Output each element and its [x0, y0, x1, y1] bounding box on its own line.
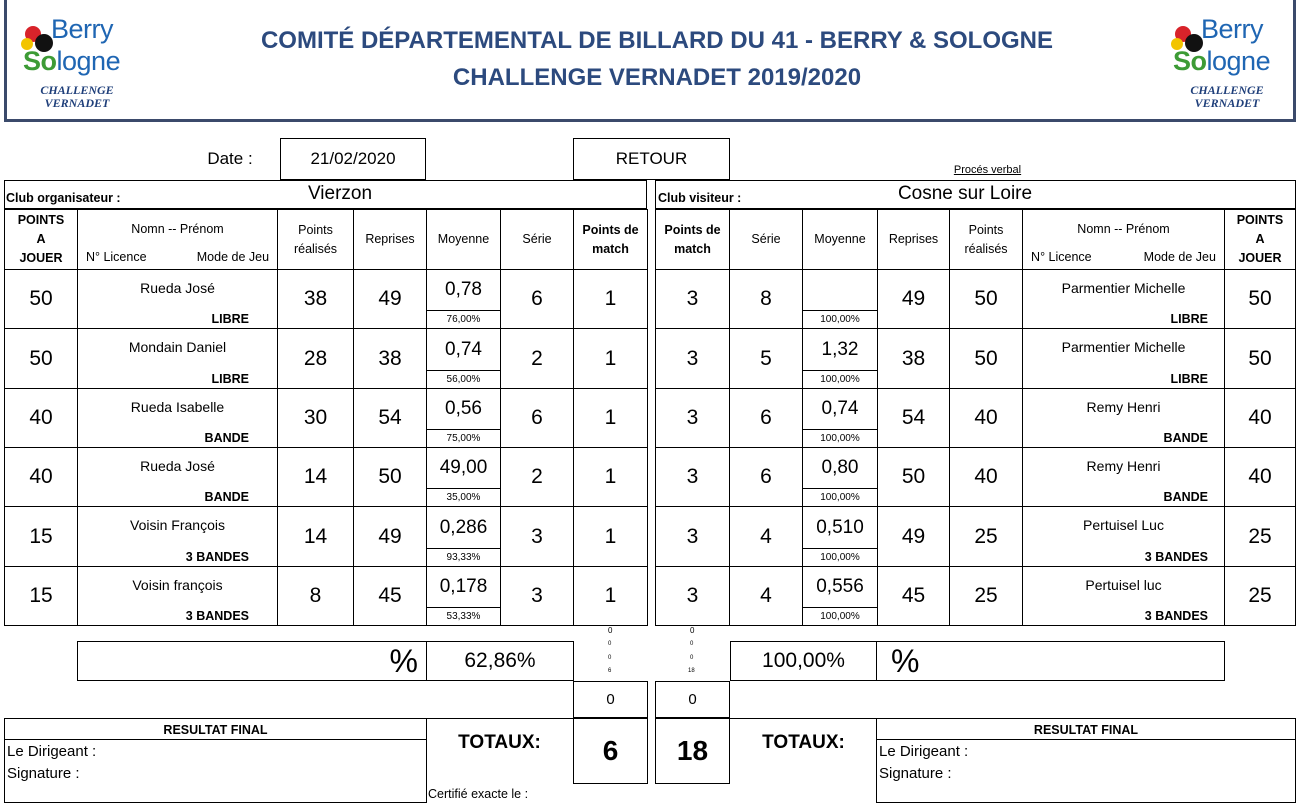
header-licence-mode-row	[1031, 248, 1216, 267]
home-paj-cell: 40	[4, 388, 78, 448]
away-moyenne-value: 0,80	[803, 448, 877, 489]
home-pts-cell: 14	[277, 506, 354, 567]
document-subtitle: CHALLENGE VERNADET 2019/2020	[452, 64, 862, 91]
header-realises-text: réalisés	[293, 241, 338, 256]
home-rep-cell: 38	[353, 328, 427, 389]
away-moyenne-value: 1,32	[803, 329, 877, 371]
home-pts-cell: 14	[277, 447, 354, 507]
berry-sologne-logo-left	[17, 6, 137, 116]
logo-sologne-text: Sologne	[1173, 46, 1271, 76]
header-nom-prenom: Nomn -- Prénom	[1077, 222, 1170, 236]
header-jouer-text: JOUER	[19, 251, 63, 265]
away-serie-cell: 8	[729, 269, 803, 329]
away-percent-total: 100,00%	[730, 641, 877, 681]
home-percent-value: 35,00%	[446, 491, 481, 503]
away-col-header-pm	[655, 209, 730, 270]
home-moyenne-cell	[426, 506, 501, 567]
home-percent-symbol: %	[77, 641, 427, 681]
away-totaux-label: TOTAUX:	[730, 718, 877, 766]
away-rep-cell: 49	[877, 506, 950, 567]
away-zero-cell: 0	[655, 681, 730, 718]
away-player-cell	[1022, 388, 1225, 448]
away-player-name: Parmentier Michelle	[1061, 339, 1186, 355]
header-jouer-text: JOUER	[1238, 251, 1282, 265]
home-percent-value: 76,00%	[446, 313, 481, 325]
berry-sologne-logo-right	[1167, 6, 1287, 116]
home-moyenne-value: 0,286	[427, 507, 500, 549]
home-paj-cell: 15	[4, 506, 78, 567]
home-paj-cell: 40	[4, 447, 78, 507]
home-moyenne-value: 0,178	[427, 567, 500, 608]
away-paj-cell: 25	[1224, 566, 1296, 626]
home-pts-cell: 38	[277, 269, 354, 329]
home-player-name: Mondain Daniel	[128, 339, 227, 355]
header-mode: Mode de Jeu	[1143, 250, 1216, 264]
away-percent-value: 100,00%	[820, 313, 860, 325]
away-game-mode: BANDE	[1163, 431, 1208, 445]
away-total-value: 18	[655, 718, 730, 784]
away-player-cell	[1022, 566, 1225, 626]
away-rep-cell: 38	[877, 328, 950, 389]
home-small-values	[574, 624, 648, 680]
home-rep-cell: 54	[353, 388, 427, 448]
away-moyenne-cell	[802, 447, 878, 507]
home-moyenne-cell	[426, 388, 501, 448]
away-player-cell	[1022, 328, 1225, 389]
home-game-mode: BANDE	[204, 490, 249, 504]
logo-berry-text: Berry	[51, 14, 114, 44]
away-moyenne-cell	[802, 388, 878, 448]
home-percent-value: 56,00%	[446, 373, 481, 385]
home-rep-cell: 50	[353, 447, 427, 507]
away-percent-symbol: %	[876, 641, 1225, 681]
home-player-cell	[77, 447, 278, 507]
header-nom-prenom: Nomn -- Prénom	[131, 222, 224, 236]
away-moyenne-value	[803, 270, 877, 311]
away-game-mode: 3 BANDES	[1144, 550, 1208, 564]
away-moyenne-value: 0,556	[803, 567, 877, 608]
away-pts-cell: 25	[949, 566, 1023, 626]
home-paj-cell: 15	[4, 566, 78, 626]
away-serie-cell: 6	[729, 388, 803, 448]
date-label: Date :	[207, 149, 253, 168]
home-player-name: Voisin françois	[132, 577, 223, 593]
header-licence-mode-row	[86, 248, 269, 267]
home-serie-cell: 6	[500, 269, 574, 329]
away-player-cell	[1022, 269, 1225, 329]
header-points-text: Points	[968, 222, 1004, 237]
home-small-value: 6	[608, 668, 612, 674]
away-resultat-final-label: RESULTAT FINAL	[876, 720, 1296, 740]
home-rep-cell: 49	[353, 269, 427, 329]
home-zero-cell: 0	[573, 681, 648, 718]
home-pm-cell: 1	[573, 566, 648, 626]
home-game-mode: LIBRE	[211, 312, 249, 326]
away-game-mode: BANDE	[1163, 490, 1208, 504]
away-paj-cell: 50	[1224, 269, 1296, 329]
date-field[interactable]: 21/02/2020	[280, 138, 426, 180]
club-organisateur-value: Vierzon	[307, 183, 373, 204]
home-moyenne-cell	[426, 328, 501, 389]
away-moyenne-cell	[802, 269, 878, 329]
away-moyenne-value: 0,510	[803, 507, 877, 549]
home-paj-cell: 50	[4, 269, 78, 329]
home-small-value: 0	[608, 641, 612, 647]
home-moyenne-cell	[426, 566, 501, 626]
header-match-text: match	[592, 241, 629, 256]
away-signature-label: Signature :	[879, 764, 952, 782]
home-serie-cell: 2	[500, 447, 574, 507]
away-serie-cell: 6	[729, 447, 803, 507]
home-small-value: 0	[608, 626, 613, 635]
away-paj-cell: 50	[1224, 328, 1296, 389]
away-pts-cell: 40	[949, 447, 1023, 507]
away-col-header-pts	[949, 209, 1023, 270]
home-percent-value: 53,33%	[446, 610, 481, 622]
away-dirigeant-label: Le Dirigeant :	[879, 742, 969, 760]
away-serie-cell: 4	[729, 566, 803, 626]
home-player-cell	[77, 566, 278, 626]
away-percent-value: 100,00%	[820, 373, 860, 385]
home-signature-label: Signature :	[7, 764, 80, 782]
away-player-cell	[1022, 506, 1225, 567]
club-visiteur-label: Club visiteur :	[658, 191, 742, 205]
away-moyenne-cell	[802, 506, 878, 567]
club-organisateur-label: Club organisateur :	[6, 191, 121, 205]
header-moyenne-text: Moyenne	[437, 232, 490, 246]
away-player-name: Pertuisel luc	[1085, 577, 1162, 593]
header-reprises-text: Reprises	[888, 232, 939, 246]
home-moyenne-value: 49,00	[427, 448, 500, 489]
away-player-name: Pertuisel Luc	[1083, 517, 1164, 533]
home-game-mode: LIBRE	[211, 372, 249, 386]
certifie-label: Certifié exacte le :	[428, 787, 529, 801]
away-paj-cell: 40	[1224, 388, 1296, 448]
away-rep-cell: 45	[877, 566, 950, 626]
header-moyenne-text: Moyenne	[814, 232, 866, 246]
home-col-header-name	[77, 209, 278, 270]
logo-challenge-text: CHALLENGE VERNADET	[40, 83, 114, 110]
home-moyenne-value: 0,74	[427, 329, 500, 371]
home-game-mode: BANDE	[204, 431, 249, 445]
away-rep-cell: 49	[877, 269, 950, 329]
home-game-mode: 3 BANDES	[185, 609, 249, 623]
home-pm-cell: 1	[573, 447, 648, 507]
home-col-header-rep	[353, 209, 427, 270]
header-points-text: Points	[298, 222, 333, 237]
away-player-name: Remy Henri	[1086, 458, 1161, 474]
header-points-text: POINTS	[1236, 213, 1284, 227]
home-serie-cell: 6	[500, 388, 574, 448]
home-player-cell	[77, 328, 278, 389]
away-pm-cell: 3	[655, 566, 730, 626]
away-player-cell	[1022, 447, 1225, 507]
header-match-text: match	[674, 241, 711, 256]
home-pm-cell: 1	[573, 269, 648, 329]
header-licence: N° Licence	[85, 250, 147, 264]
home-percent-value: 93,33%	[446, 551, 481, 563]
home-percent-value: 75,00%	[446, 432, 481, 444]
away-percent-value: 100,00%	[820, 491, 860, 503]
logo-berry-text: Berry	[1201, 14, 1264, 44]
home-percent-total: 62,86%	[426, 641, 574, 681]
away-serie-cell: 4	[729, 506, 803, 567]
home-pts-cell: 30	[277, 388, 354, 448]
home-serie-cell: 3	[500, 506, 574, 567]
away-moyenne-cell	[802, 328, 878, 389]
away-small-value: 0	[690, 641, 694, 647]
home-moyenne-value: 0,78	[427, 270, 500, 311]
home-col-header-serie	[500, 209, 574, 270]
header-a-text: A	[36, 232, 46, 246]
home-pts-cell: 8	[277, 566, 354, 626]
home-totaux-label: TOTAUX:	[426, 718, 574, 766]
home-rep-cell: 49	[353, 506, 427, 567]
home-paj-cell: 50	[4, 328, 78, 389]
club-visiteur-value: Cosne sur Loire	[897, 183, 1033, 204]
home-col-header-paj	[4, 209, 78, 270]
home-serie-cell: 2	[500, 328, 574, 389]
home-player-cell	[77, 506, 278, 567]
proces-verbal-link[interactable]: Procés verbal	[953, 164, 1022, 176]
home-total-value: 6	[573, 718, 648, 784]
away-col-header-name	[1022, 209, 1225, 270]
away-col-header-rep	[877, 209, 950, 270]
away-paj-cell: 25	[1224, 506, 1296, 567]
away-pm-cell: 3	[655, 328, 730, 389]
away-moyenne-value: 0,74	[803, 389, 877, 430]
header-serie-text: Série	[522, 232, 552, 246]
header-mode: Mode de Jeu	[196, 250, 270, 264]
home-col-header-pts	[277, 209, 354, 270]
home-pm-cell: 1	[573, 506, 648, 567]
home-player-cell	[77, 388, 278, 448]
home-player-name: Rueda Isabelle	[130, 399, 225, 415]
away-game-mode: LIBRE	[1170, 372, 1208, 386]
header-points-de-text: Points de	[582, 222, 639, 237]
away-pm-cell: 3	[655, 506, 730, 567]
away-paj-cell: 40	[1224, 447, 1296, 507]
header-realises-text: réalisés	[964, 241, 1008, 256]
home-col-header-moy	[426, 209, 501, 270]
header-points-text: POINTS	[17, 213, 65, 227]
home-player-name: Rueda José	[140, 458, 215, 474]
away-percent-value: 100,00%	[820, 432, 860, 444]
away-pts-cell: 40	[949, 388, 1023, 448]
away-pm-cell: 3	[655, 447, 730, 507]
away-percent-value: 100,00%	[820, 551, 860, 563]
header-licence: N° Licence	[1031, 250, 1092, 264]
away-small-value: 0	[690, 626, 695, 635]
home-col-header-pm	[573, 209, 648, 270]
home-moyenne-cell	[426, 447, 501, 507]
document-title: COMITÉ DÉPARTEMENTAL DE BILLARD DU 41 - BERRY & SOLOGNE	[260, 27, 1054, 54]
away-player-name: Parmentier Michelle	[1061, 280, 1186, 296]
home-pm-cell: 1	[573, 388, 648, 448]
away-rep-cell: 50	[877, 447, 950, 507]
header-points-de-text: Points de	[664, 222, 721, 237]
leg-field: RETOUR	[573, 138, 730, 180]
away-percent-value: 100,00%	[820, 610, 860, 622]
away-pm-cell: 3	[655, 269, 730, 329]
home-player-name: Rueda José	[140, 280, 215, 296]
away-pts-cell: 50	[949, 269, 1023, 329]
away-game-mode: LIBRE	[1170, 312, 1208, 326]
away-col-header-serie	[729, 209, 803, 270]
home-small-value: 0	[608, 655, 612, 661]
away-small-value: 0	[690, 655, 694, 661]
logo-sologne-text: Sologne	[23, 46, 121, 76]
header-reprises-text: Reprises	[365, 232, 415, 246]
home-serie-cell: 3	[500, 566, 574, 626]
home-resultat-final-label: RESULTAT FINAL	[4, 720, 427, 740]
home-player-name: Voisin François	[130, 517, 225, 533]
header-a-text: A	[1255, 232, 1265, 246]
home-game-mode: 3 BANDES	[185, 550, 249, 564]
away-col-header-paj	[1224, 209, 1296, 270]
away-rep-cell: 54	[877, 388, 950, 448]
home-dirigeant-label: Le Dirigeant :	[7, 742, 97, 760]
header-serie-text: Série	[751, 232, 781, 246]
away-serie-cell: 5	[729, 328, 803, 389]
home-player-cell	[77, 269, 278, 329]
away-pm-cell: 3	[655, 388, 730, 448]
away-small-value: 18	[688, 668, 695, 674]
away-pts-cell: 25	[949, 506, 1023, 567]
logo-challenge-text: CHALLENGE VERNADET	[1190, 83, 1264, 110]
away-col-header-moy	[802, 209, 878, 270]
document-header	[4, 0, 1296, 122]
away-small-values	[656, 624, 730, 680]
away-player-name: Remy Henri	[1086, 399, 1161, 415]
away-moyenne-cell	[802, 566, 878, 626]
home-rep-cell: 45	[353, 566, 427, 626]
home-pts-cell: 28	[277, 328, 354, 389]
home-pm-cell: 1	[573, 328, 648, 389]
home-moyenne-value: 0,56	[427, 389, 500, 430]
away-game-mode: 3 BANDES	[1144, 609, 1208, 623]
away-pts-cell: 50	[949, 328, 1023, 389]
home-moyenne-cell	[426, 269, 501, 329]
